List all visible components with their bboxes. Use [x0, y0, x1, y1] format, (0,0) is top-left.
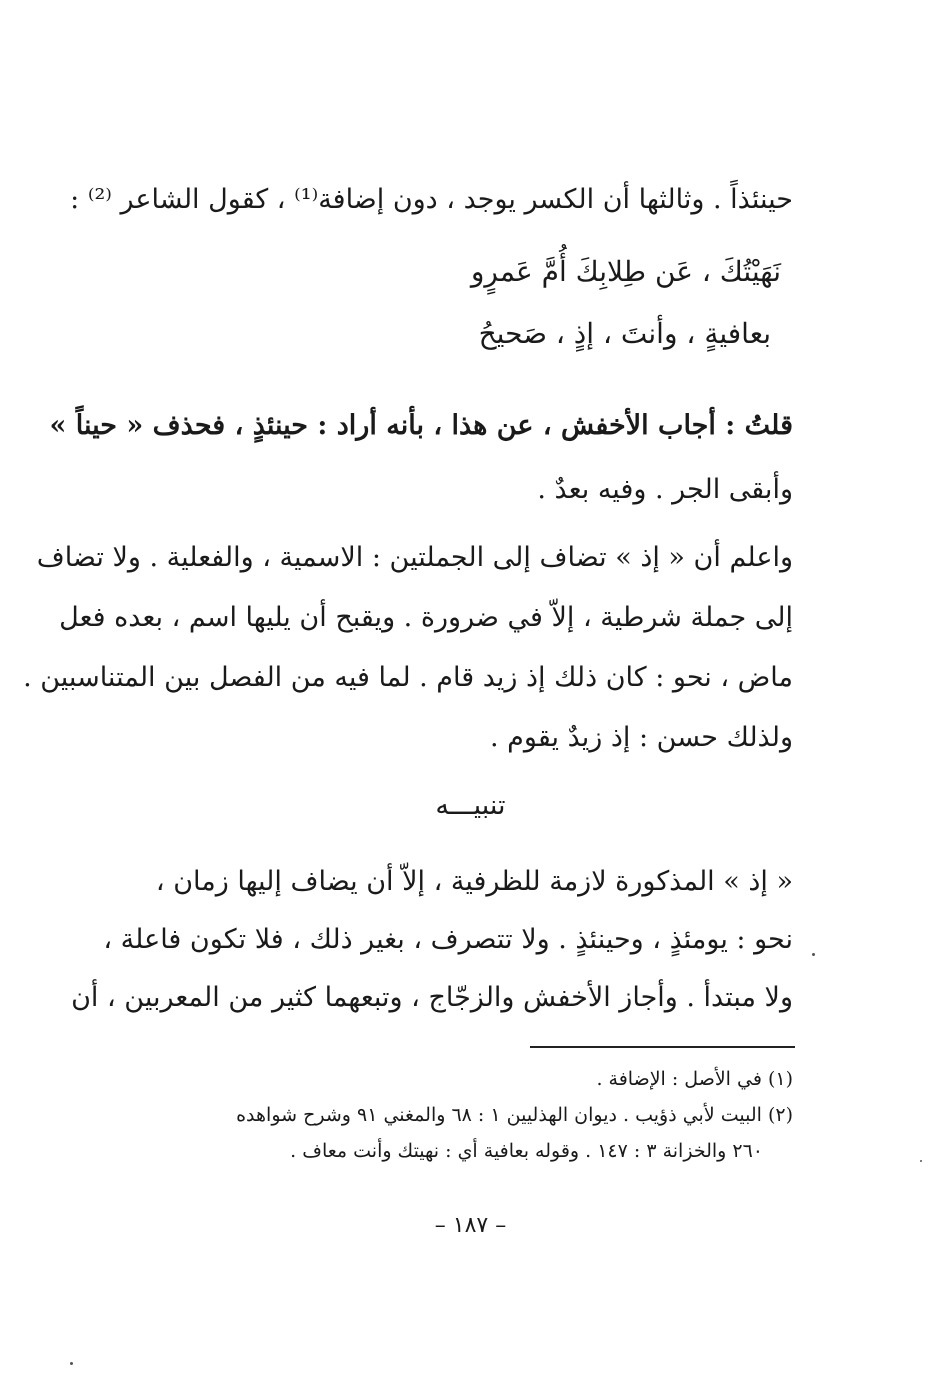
verse-second-hemistich: بعافيةٍ ، وأنتَ ، إذٍ ، صَحيحُ — [478, 317, 771, 350]
text-line-6: ماض ، نحو : كان ذلك إذ زيد قام . لما فيه من الفصل بين المتناسبين . — [23, 662, 793, 693]
scan-speck — [812, 953, 815, 956]
section-heading: تنبيـــه — [435, 790, 506, 821]
text-line-10: ولا مبتدأ . وأجاز الأخفش والزجّاج ، وتبعهما كثير من المعربين ، أن — [71, 982, 793, 1013]
footnote-divider — [530, 1046, 795, 1048]
text-line-8: « إذ » المذكورة لازمة للظرفية ، إلاّ أن يضاف إليها زمان ، — [155, 866, 793, 897]
text-line-3: وأبقى الجر . وفيه بعدٌ . — [537, 474, 793, 505]
text-line-9: نحو : يومئذٍ ، وحينئذٍ . ولا تتصرف ، بغير ذلك ، فلا تكون فاعلة ، — [103, 924, 793, 955]
footnote-2: (٢) البيت لأبي ذؤيب . ديوان الهذليين ١ : ٦٨ والمغني ٩١ وشرح شواهده — [236, 1104, 793, 1126]
scan-speck — [70, 1362, 73, 1365]
verse-first-hemistich: نَهَيْتُكَ ، عَن طِلابِكَ أُمَّ عَمرٍو — [470, 255, 781, 288]
footnote-2-continued: ٢٦٠ والخزانة ٣ : ١٤٧ . وقوله بعافية أي : نهيتك وأنت معاف . — [290, 1140, 763, 1162]
text-line-7: ولذلك حسن : إذ زيدٌ يقوم . — [489, 722, 793, 753]
page-number: – ١٨٧ – — [434, 1213, 507, 1238]
footnote-1: (١) في الأصل : الإضافة . — [596, 1068, 793, 1090]
text-line-4: واعلم أن « إذ » تضاف إلى الجملتين : الاسمية ، والفعلية . ولا تضاف — [36, 542, 793, 573]
text-line-1: حينئذاً . وثالثها أن الكسر يوجد ، دون إضافة⁽¹⁾ ، كقول الشاعر ⁽²⁾ : — [70, 184, 793, 215]
text-line-2: قلتُ : أجاب الأخفش ، عن هذا ، بأنه أراد : حينئذٍ ، فحذف « حيناً » — [49, 410, 793, 441]
scan-speck — [920, 1160, 922, 1162]
text-line-5: إلى جملة شرطية ، إلاّ في ضرورة . ويقبح أن يليها اسم ، بعده فعل — [59, 602, 793, 633]
